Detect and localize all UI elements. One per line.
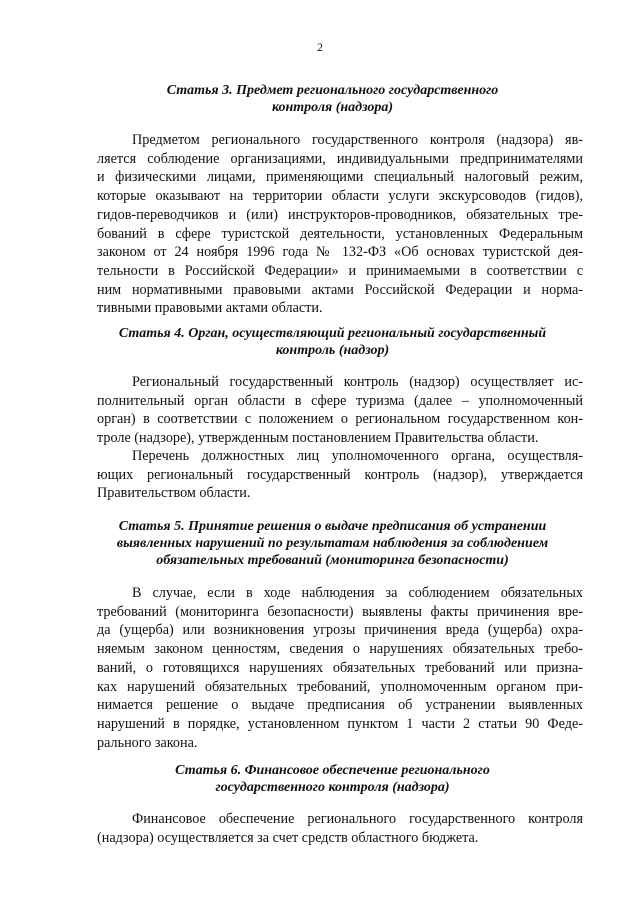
text-line: гидов-переводчиков и (или) инструкторов-проводников, обязательных тре- [97, 206, 583, 223]
article-3-paragraph-1 [97, 131, 583, 318]
text-line: законом от 24 ноября 1996 года № 132-ФЗ «Об основах туристской дея- [97, 244, 583, 261]
heading-line: обязательных требований (мониторинга безопасности) [156, 553, 509, 568]
text-line: нарушений в порядке, установленном пунктом 1 части 2 статьи 90 Феде- [97, 715, 583, 732]
heading-line: Статья 4. Орган, осуществляющий региональный государственный [118, 326, 547, 341]
text-line: полнительный орган области в сфере туризма (далее – уполномоченный [97, 392, 583, 409]
text-line: Перечень должностных лиц уполномоченного органа, осуществля- [132, 448, 583, 464]
text-line: которые оказывают на территории области услуги экскурсоводов (гидов), [97, 188, 583, 205]
article-4-paragraph-2 [97, 447, 583, 503]
text-line: Предметом регионального государственного контроля (надзора) яв- [132, 132, 583, 148]
heading-line: Статья 5. Принятие решения о выдаче предписания об устранении [118, 519, 547, 534]
text-line: Правительством области. [97, 485, 251, 502]
text-line: требований (мониторинга безопасности) выявлены факты причинения вре- [97, 603, 583, 620]
text-line: тельности в Российской Федерации» и принимаемыми в соответствии с [97, 262, 583, 279]
text-line: ваний, о готовящихся нарушениях обязательных требований или призна- [97, 659, 583, 676]
text-line: Финансовое обеспечение регионального государственного контроля [132, 811, 583, 827]
text-line: ющих региональный государственный контроль (надзор), утверждается [97, 466, 583, 483]
heading-line: контроль (надзор) [275, 343, 390, 358]
article-6-paragraph-1 [97, 810, 583, 847]
text-line: ляется соблюдение организациями, индивидуальными предпринимателями [97, 150, 583, 167]
heading-line: выявленных нарушений по результатам наблюдения за соблюдением [116, 536, 549, 551]
text-line: ним нормативными правовыми актами Российской Федерации и норма- [97, 281, 583, 298]
text-line: (надзора) осуществляется за счет средств областного бюджета. [97, 829, 479, 846]
article-5-heading [80, 518, 585, 569]
text-line: и физическими лицами, применяющими специальный налоговый режим, [97, 169, 583, 186]
text-line: тивными правовыми актами области. [97, 300, 323, 317]
heading-line: Статья 6. Финансовое обеспечение регионального [175, 763, 490, 778]
article-6-heading [80, 762, 585, 796]
article-4-paragraph-1 [97, 373, 583, 448]
text-line: бований в сфере туристской деятельности, установленных Федеральным [97, 225, 583, 242]
text-line: троле (надзоре), утвержденным постановлением Правительства области. [97, 430, 539, 447]
heading-line: Статья 3. Предмет регионального государственного [166, 83, 499, 98]
text-line: нимается решение о выдаче предписания об устранении выявленных [97, 697, 583, 714]
article-4-heading [80, 325, 585, 359]
heading-line: контроля (надзора) [271, 100, 394, 115]
text-line: няемым законом ценностям, сведения о нарушениях обязательных требо- [97, 641, 583, 658]
text-line: рального закона. [97, 734, 198, 751]
text-line: Региональный государственный контроль (надзор) осуществляет ис- [132, 374, 583, 390]
article-3-heading [80, 82, 585, 116]
text-line: ках нарушений обязательных требований, уполномоченным органом при- [97, 678, 583, 695]
text-line: В случае, если в ходе наблюдения за соблюдением обязательных [132, 585, 583, 601]
article-5-paragraph-1 [97, 584, 583, 752]
text-line: орган) в соответствии с положением о региональном государственном кон- [97, 411, 583, 428]
heading-line: государственного контроля (надзора) [215, 780, 450, 795]
page-number: 2 [317, 40, 323, 54]
text-line: да (ущерба) или возникновения угрозы причинения вреда (ущерба) охра- [97, 622, 583, 639]
